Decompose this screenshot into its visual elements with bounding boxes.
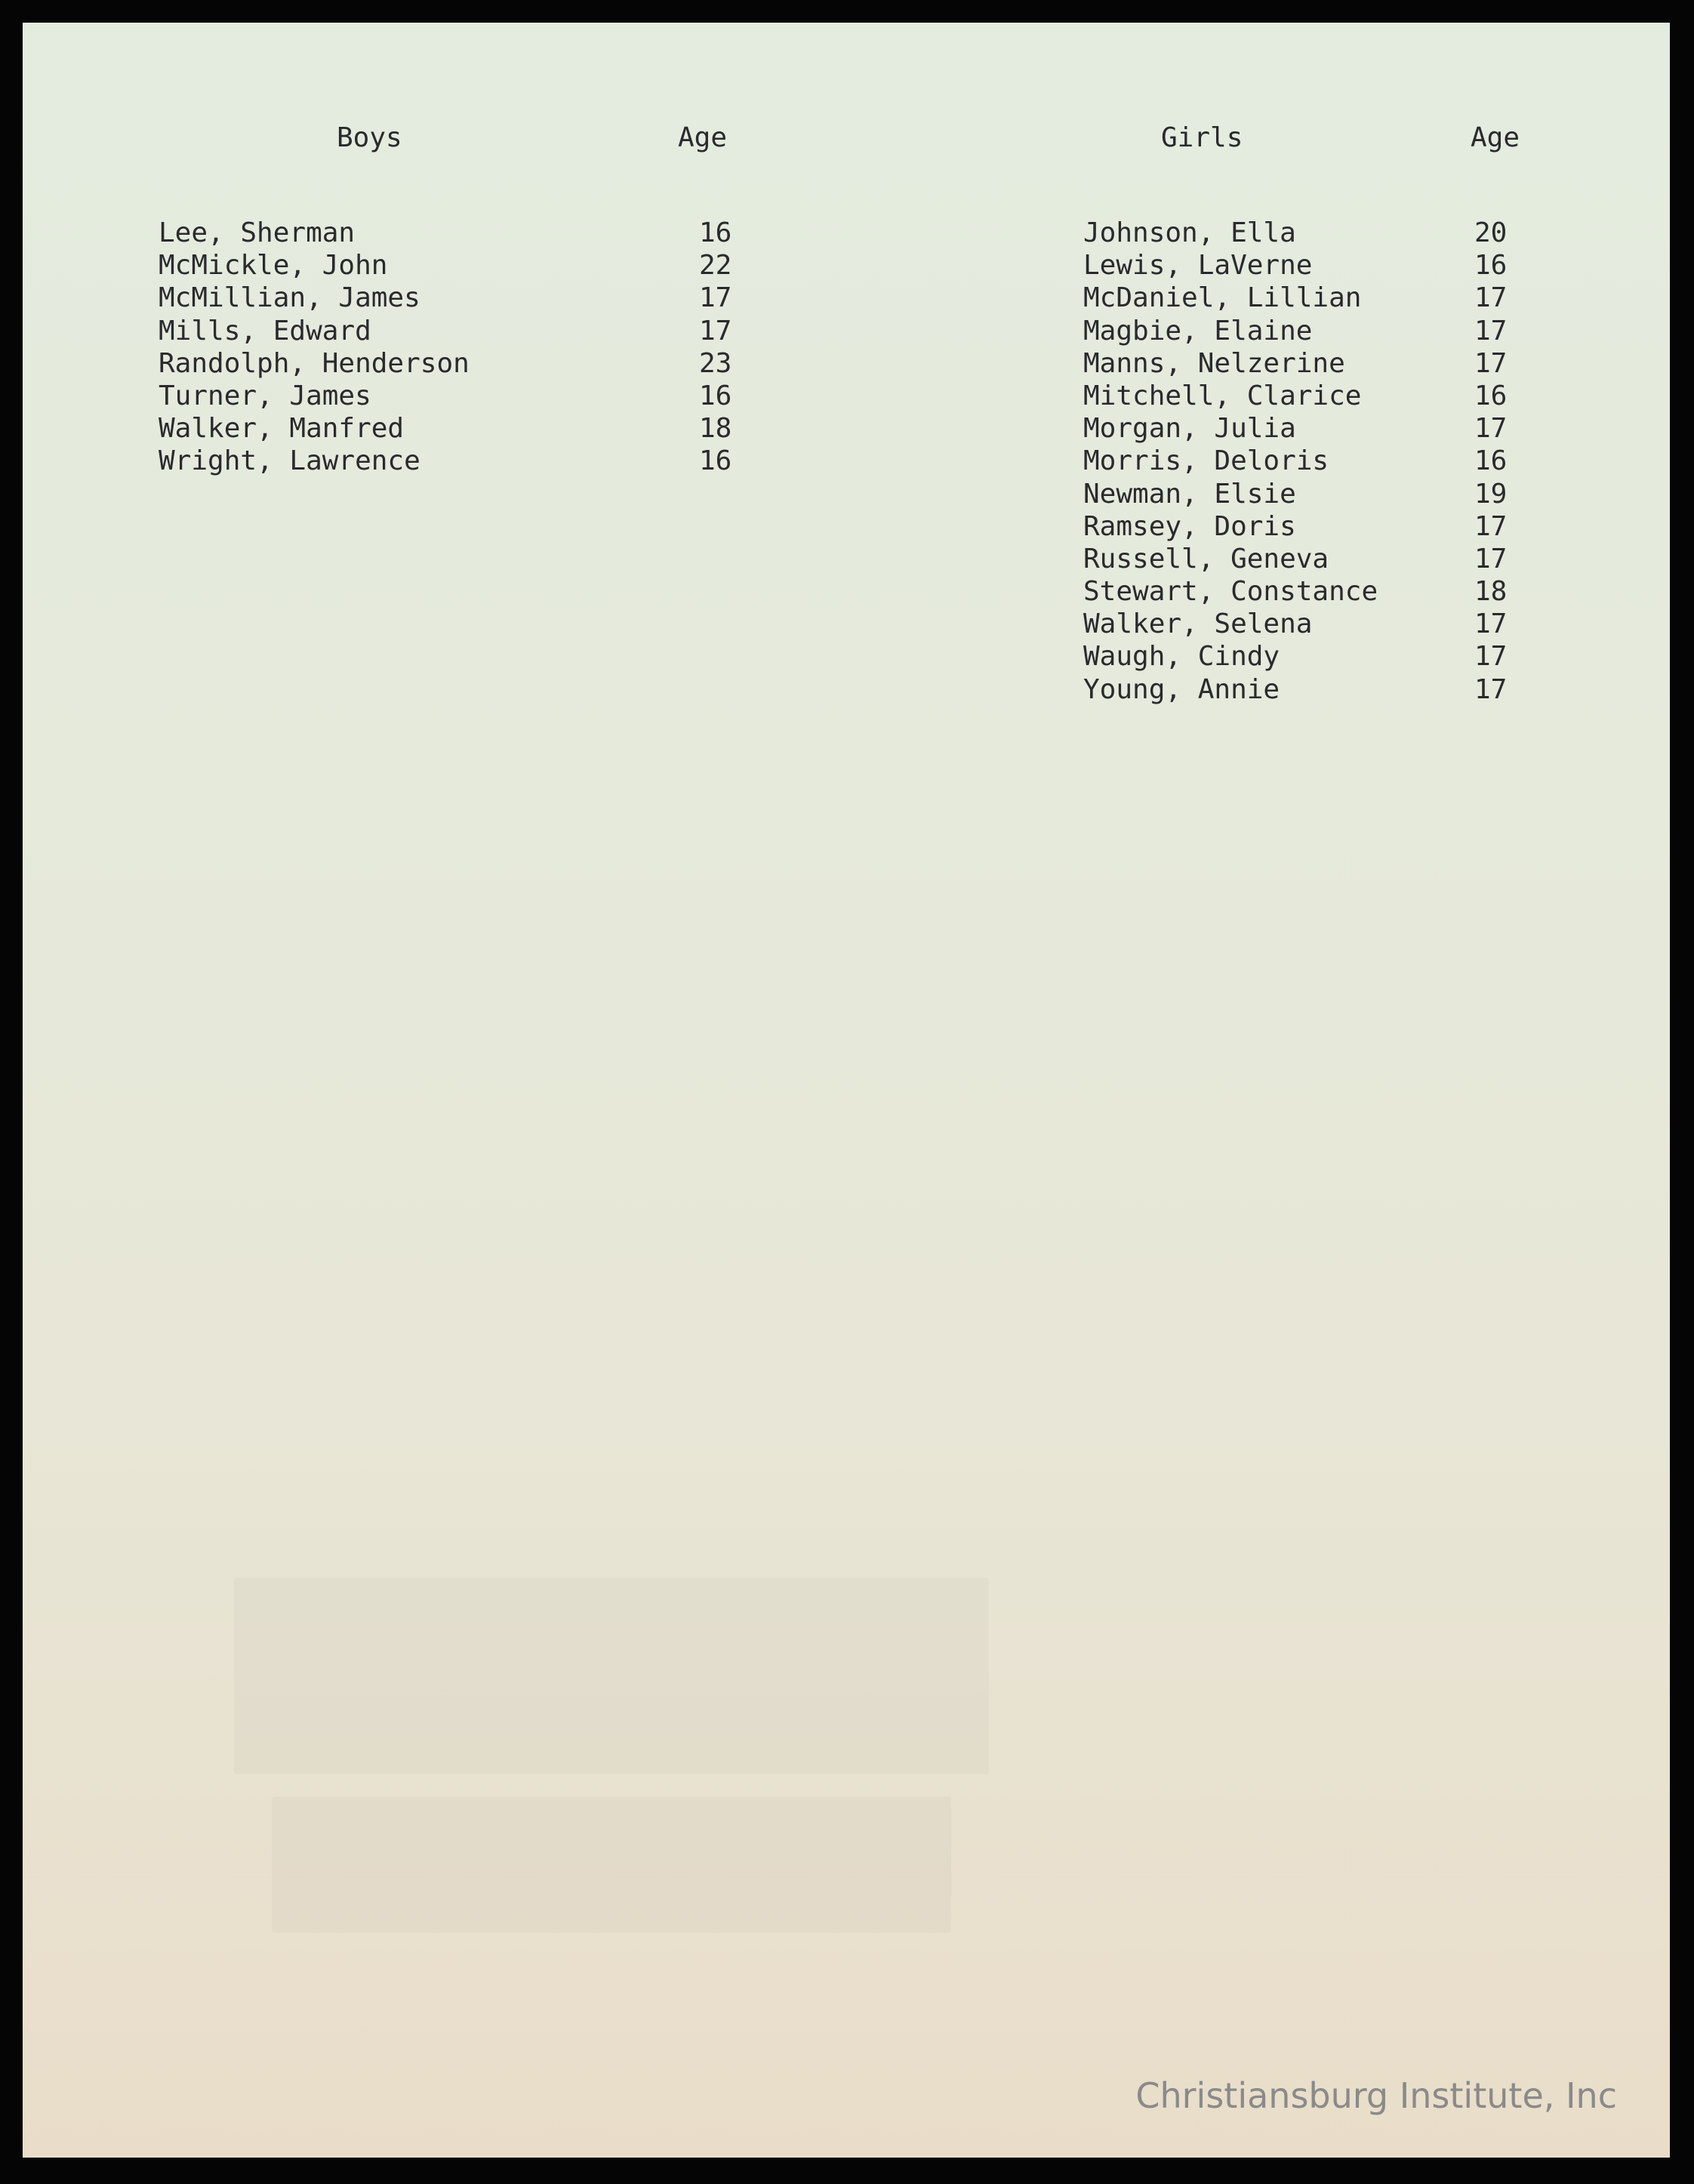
student-name: Stewart, Constance	[1083, 576, 1378, 608]
document-page	[23, 23, 1670, 2158]
student-name: Russell, Geneva	[1083, 543, 1329, 574]
student-name: Randolph, Henderson	[159, 347, 470, 379]
student-age: 18	[699, 413, 732, 445]
student-name: McMillian, James	[159, 282, 420, 314]
list-item	[1083, 413, 1536, 445]
student-age: 17	[1474, 413, 1508, 445]
student-age: 17	[1474, 673, 1508, 705]
student-name: Magbie, Elaine	[1083, 315, 1313, 347]
student-age: 17	[1474, 510, 1508, 542]
list-item	[159, 250, 762, 282]
student-name: Wright, Lawrence	[159, 445, 420, 477]
list-item	[159, 413, 762, 445]
girls-list	[1083, 217, 1536, 707]
student-name: Johnson, Ella	[1083, 217, 1296, 248]
student-age: 17	[1474, 641, 1508, 673]
student-name: Morris, Deloris	[1083, 445, 1329, 477]
list-item	[159, 217, 762, 250]
student-name: Lee, Sherman	[159, 217, 356, 248]
student-age: 22	[699, 250, 732, 282]
list-item	[1083, 641, 1536, 673]
girls-age-header: Age	[1471, 122, 1520, 153]
student-name: Ramsey, Doris	[1083, 510, 1296, 542]
student-name: Morgan, Julia	[1083, 413, 1296, 445]
student-name: Turner, James	[159, 380, 371, 411]
boys-age-header: Age	[678, 122, 728, 153]
student-name: Mitchell, Clarice	[1083, 380, 1362, 411]
archive-watermark: Christiansburg Institute, Inc	[1135, 2075, 1617, 2116]
list-item	[159, 316, 762, 348]
student-age: 17	[1474, 347, 1508, 379]
student-name: Lewis, LaVerne	[1083, 250, 1313, 282]
list-item	[1083, 674, 1536, 707]
student-name: Walker, Manfred	[159, 413, 405, 445]
student-name: Waugh, Cindy	[1083, 641, 1280, 673]
student-name: Newman, Elsie	[1083, 478, 1296, 510]
student-age: 19	[1474, 478, 1508, 510]
student-age: 16	[699, 217, 732, 248]
list-item	[1083, 479, 1536, 511]
student-age: 16	[699, 380, 732, 411]
student-age: 17	[1474, 543, 1508, 574]
list-item	[1083, 445, 1536, 478]
list-item	[1083, 380, 1536, 413]
student-age: 16	[1474, 380, 1508, 411]
student-age: 16	[699, 445, 732, 477]
list-item	[1083, 511, 1536, 544]
student-age: 17	[1474, 608, 1508, 640]
bleed-through-shadow	[272, 1797, 951, 1933]
student-age: 17	[699, 315, 732, 347]
student-name: Young, Annie	[1083, 673, 1280, 705]
student-age: 23	[699, 347, 732, 379]
girls-header: Girls	[1161, 122, 1243, 153]
boys-header: Boys	[337, 122, 402, 153]
list-item	[1083, 250, 1536, 282]
list-item	[1083, 282, 1536, 315]
student-age: 17	[1474, 282, 1508, 314]
student-age: 16	[1474, 250, 1508, 282]
list-item	[159, 445, 762, 478]
student-age: 17	[699, 282, 732, 314]
student-age: 18	[1474, 576, 1508, 608]
student-name: Manns, Nelzerine	[1083, 347, 1345, 379]
student-name: Mills, Edward	[159, 315, 371, 347]
student-name: McMickle, John	[159, 250, 388, 282]
list-item	[1083, 544, 1536, 576]
list-item	[1083, 217, 1536, 250]
bleed-through-shadow	[234, 1578, 989, 1774]
student-name: Walker, Selena	[1083, 608, 1313, 640]
student-age: 17	[1474, 315, 1508, 347]
list-item	[159, 348, 762, 380]
list-item	[1083, 576, 1536, 608]
student-age: 20	[1474, 217, 1508, 248]
list-item	[159, 282, 762, 315]
list-item	[1083, 608, 1536, 641]
student-name: McDaniel, Lillian	[1083, 282, 1362, 314]
student-age: 16	[1474, 445, 1508, 477]
list-item	[1083, 316, 1536, 348]
boys-list	[159, 217, 762, 479]
list-item	[1083, 348, 1536, 380]
list-item	[159, 380, 762, 413]
